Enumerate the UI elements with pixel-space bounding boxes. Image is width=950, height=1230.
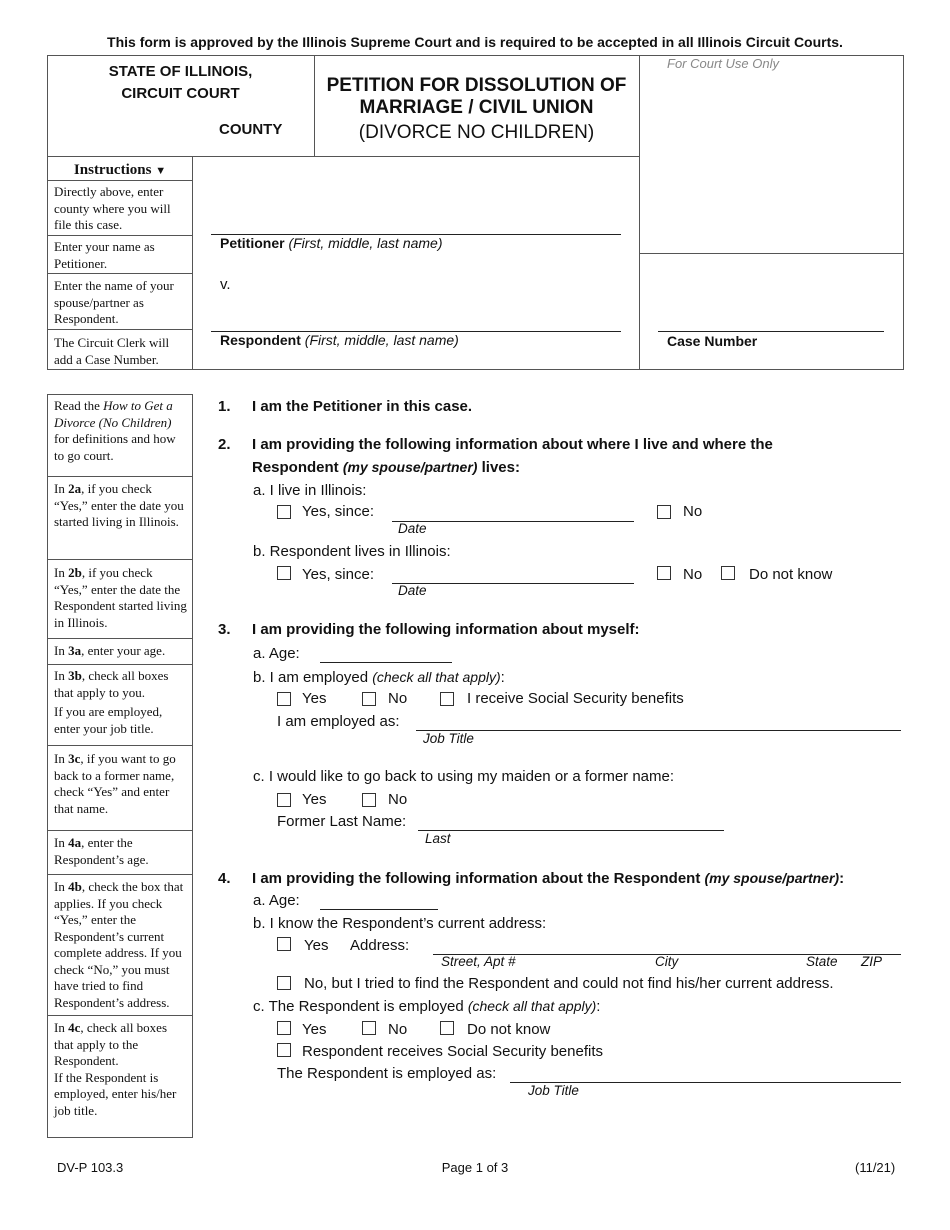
- instruction-case-number: The Circuit Clerk will add a Case Number.: [54, 335, 170, 367]
- 4b-no-checkbox[interactable]: [277, 976, 291, 990]
- section-ref: 3b: [68, 668, 82, 683]
- section-ref: 2a: [68, 481, 82, 496]
- 4c-social-security-label: Respondent receives Social Security benefits: [302, 1043, 603, 1060]
- section-3a-label: a. Age:: [253, 645, 300, 662]
- text-part: c. The Respondent is employed: [253, 998, 468, 1015]
- 4b-zip-caption: ZIP: [861, 954, 883, 969]
- 3c-last-caption: Last: [425, 831, 451, 846]
- 4b-street-caption: Street, Apt #: [441, 954, 516, 969]
- section-4b-label: b. I know the Respondent’s current address:: [253, 915, 547, 932]
- section-2-number: 2.: [218, 436, 231, 453]
- section-2b-label: b. Respondent lives in Illinois:: [253, 543, 451, 560]
- versus-label: v.: [220, 276, 231, 293]
- 3b-no-label: No: [388, 690, 408, 707]
- text-part: In: [54, 879, 69, 894]
- text-part: :: [596, 998, 601, 1015]
- side-instruction-4c: [48, 1020, 192, 1137]
- 2b-do-not-know-checkbox[interactable]: [721, 566, 735, 580]
- 3b-yes-checkbox[interactable]: [277, 692, 291, 706]
- 3c-former-name-field[interactable]: [418, 830, 724, 831]
- 3c-former-name-label: Former Last Name:: [277, 813, 407, 830]
- text-part: b. I am employed: [253, 669, 373, 686]
- instructions-title: Instructions: [73, 162, 152, 178]
- 4b-yes-checkbox[interactable]: [277, 937, 291, 951]
- 4b-yes-label: Yes: [304, 937, 329, 954]
- instruction-county: Directly above, enter county where you will file this case.: [48, 184, 192, 236]
- 3c-yes-checkbox[interactable]: [277, 793, 291, 807]
- text-part: , enter your age.: [81, 643, 166, 658]
- 4c-do-not-know-checkbox[interactable]: [440, 1021, 454, 1035]
- 3c-no-checkbox[interactable]: [362, 793, 376, 807]
- 4c-employed-as-label: The Respondent is employed as:: [277, 1065, 497, 1082]
- section-2-line2: [252, 459, 520, 476]
- 3c-yes-label: Yes: [302, 791, 327, 808]
- text-part: , if you check “Yes,” enter the date you started living in Illinois.: [54, 481, 184, 529]
- 2b-do-not-know-label: Do not know: [749, 566, 833, 583]
- 3b-employed-as-label: I am employed as:: [277, 713, 400, 730]
- section-ref: 2b: [68, 565, 82, 580]
- form-revision: (11/21): [855, 1160, 896, 1175]
- 4c-no-label: No: [388, 1021, 408, 1038]
- text-part: , if you check “Yes,” enter the date the Respondent started living in Illinois.: [54, 565, 187, 630]
- 2b-no-label: No: [683, 566, 703, 583]
- instructions-divider: [192, 156, 193, 370]
- caret-down-icon: ▼: [155, 165, 167, 177]
- instruction-respondent: Enter the name of your spouse/partner as Respondent.: [48, 278, 192, 330]
- respondent-caption: [220, 332, 459, 348]
- section-3c-label: c. I would like to go back to using my maiden or a former name:: [253, 768, 675, 785]
- side-instruction-1: [48, 398, 192, 477]
- 4a-age-field[interactable]: [320, 909, 438, 910]
- 2b-date-field[interactable]: [392, 583, 634, 584]
- text-part: :: [839, 870, 845, 887]
- page-number: Page 1 of 3: [441, 1160, 509, 1175]
- section-ref: 4b: [68, 879, 82, 894]
- 4c-job-title-caption: Job Title: [528, 1083, 579, 1098]
- text-part: , check all boxes that apply to you.: [54, 668, 169, 700]
- 4c-yes-checkbox[interactable]: [277, 1021, 291, 1035]
- 4c-no-checkbox[interactable]: [362, 1021, 376, 1035]
- form-title-line1: PETITION FOR DISSOLUTION OF: [326, 75, 627, 96]
- text-part: for definitions and how to go court.: [54, 431, 176, 463]
- text-part: , enter the Respondent’s age.: [54, 835, 149, 867]
- instr-rule: [47, 180, 192, 181]
- 4c-yes-label: Yes: [302, 1021, 327, 1038]
- approval-notice: This form is approved by the Illinois Supreme Court and is required to be accepted in all Illinois Circuit Courts.: [107, 34, 843, 50]
- side-instruction-2a: [48, 481, 192, 560]
- state-line1: STATE OF ILLINOIS,: [108, 63, 253, 80]
- section-ref: 4a: [68, 835, 82, 850]
- court-use-divider: [639, 55, 640, 370]
- form-subtitle: (DIVORCE NO CHILDREN): [358, 122, 595, 143]
- header-rule: [47, 156, 639, 157]
- text-part: , check all boxes that apply to the Respondent.: [54, 1020, 168, 1068]
- 4b-address-label: Address:: [350, 937, 410, 954]
- court-use-rule: [639, 253, 904, 254]
- court-use-label: For Court Use Only: [667, 56, 779, 71]
- text-part: In: [54, 1020, 69, 1035]
- text-part: Read the: [54, 398, 104, 413]
- 2b-no-checkbox[interactable]: [657, 566, 671, 580]
- guide-title: How to Get a Divorce (No Children): [54, 398, 173, 430]
- section-2a-label: a. I live in Illinois:: [253, 482, 367, 499]
- instruction-petitioner: Enter your name as Petitioner.: [48, 239, 192, 274]
- text-part: Respondent: [252, 459, 343, 476]
- 3c-no-label: No: [388, 791, 408, 808]
- 2a-date-field[interactable]: [392, 521, 634, 522]
- text-part: In: [54, 565, 69, 580]
- side-instruction-3b: [48, 668, 192, 746]
- side-instruction-3a: [48, 643, 192, 665]
- respondent-label: Respondent: [220, 332, 301, 348]
- text-part: (my spouse/partner): [342, 459, 478, 475]
- state-line2: CIRCUIT COURT: [121, 85, 240, 102]
- petitioner-label: Petitioner: [220, 235, 285, 251]
- section-3b-label: [253, 669, 505, 686]
- text-part: :: [500, 669, 505, 686]
- text-part: In: [54, 481, 69, 496]
- case-number-label: Case Number: [667, 333, 758, 349]
- side-instruction-4a: [48, 835, 192, 875]
- petitioner-caption: [220, 235, 443, 251]
- 3b-yes-label: Yes: [302, 690, 327, 707]
- section-4a-label: a. Age:: [253, 892, 300, 909]
- section-1-number: 1.: [218, 398, 231, 415]
- text-part: (check all that apply): [467, 998, 597, 1014]
- 3a-age-field[interactable]: [320, 662, 452, 663]
- text-part: I am providing the following information about the Respondent: [252, 870, 705, 887]
- instructions-heading: [48, 162, 192, 179]
- 3b-no-checkbox[interactable]: [362, 692, 376, 706]
- text-part: In: [54, 835, 69, 850]
- 2a-yes-label: Yes, since:: [302, 503, 374, 520]
- petitioner-hint: (First, middle, last name): [288, 235, 443, 251]
- 3b-social-security-label: I receive Social Security benefits: [467, 690, 684, 707]
- side-instruction-4b: [48, 879, 192, 1016]
- 2a-no-label: No: [683, 503, 703, 520]
- text-part: lives:: [477, 459, 520, 476]
- side-instruction-2b: [48, 565, 192, 639]
- section-ref: 3c: [68, 751, 81, 766]
- text-part: If the Respondent is employed, enter his/her job title.: [54, 1069, 177, 1118]
- form-id: DV-P 103.3: [57, 1160, 124, 1175]
- county-label: COUNTY: [219, 121, 283, 138]
- 2a-yes-checkbox[interactable]: [277, 505, 291, 519]
- 3b-social-security-checkbox[interactable]: [440, 692, 454, 706]
- section-ref: 4c: [68, 1020, 81, 1035]
- 2a-no-checkbox[interactable]: [657, 505, 671, 519]
- side-instruction-3c: [48, 751, 192, 831]
- section-4-number: 4.: [218, 870, 231, 887]
- form-title-line2: MARRIAGE / CIVIL UNION: [359, 97, 594, 118]
- text-part: , if you want to go back to a former name, check “Yes” and enter that name.: [54, 751, 176, 816]
- 4b-no-label: No, but I tried to find the Respondent and could not find his/her current address.: [304, 975, 834, 992]
- section-ref: 3a: [68, 643, 82, 658]
- text-part: In: [54, 751, 69, 766]
- 3b-job-title-field[interactable]: [416, 730, 901, 731]
- section-1-text: I am the Petitioner in this case.: [252, 398, 473, 415]
- 4c-social-security-checkbox[interactable]: [277, 1043, 291, 1057]
- text-part: In: [54, 643, 69, 658]
- 4c-do-not-know-label: Do not know: [467, 1021, 551, 1038]
- 4b-city-caption: City: [655, 954, 679, 969]
- 2b-date-caption: Date: [398, 583, 427, 598]
- section-3-number: 3.: [218, 621, 231, 638]
- text-part: (check all that apply): [372, 669, 501, 685]
- text-part: In: [54, 668, 69, 683]
- section-4-text: [252, 870, 844, 887]
- 4b-state-caption: State: [806, 954, 838, 969]
- 2b-yes-label: Yes, since:: [302, 566, 374, 583]
- 3b-job-title-caption: Job Title: [423, 731, 474, 746]
- respondent-hint: (First, middle, last name): [304, 332, 459, 348]
- text-part: , check the box that applies. If you check “Yes,” enter the Respondent’s current complete address. If you check “No,” you must have tried to find Respondent’s address.: [54, 879, 184, 1010]
- section-4c-label: [253, 998, 600, 1015]
- case-number-line[interactable]: [658, 331, 884, 332]
- text-part: (my spouse/partner): [704, 870, 840, 886]
- section-3-text: I am providing the following information about myself:: [252, 621, 640, 638]
- 2b-yes-checkbox[interactable]: [277, 566, 291, 580]
- section-2-line1: I am providing the following information about where I live and where the: [252, 436, 773, 453]
- text-part: If you are employed, enter your job title.: [54, 704, 163, 736]
- 2a-date-caption: Date: [398, 521, 427, 536]
